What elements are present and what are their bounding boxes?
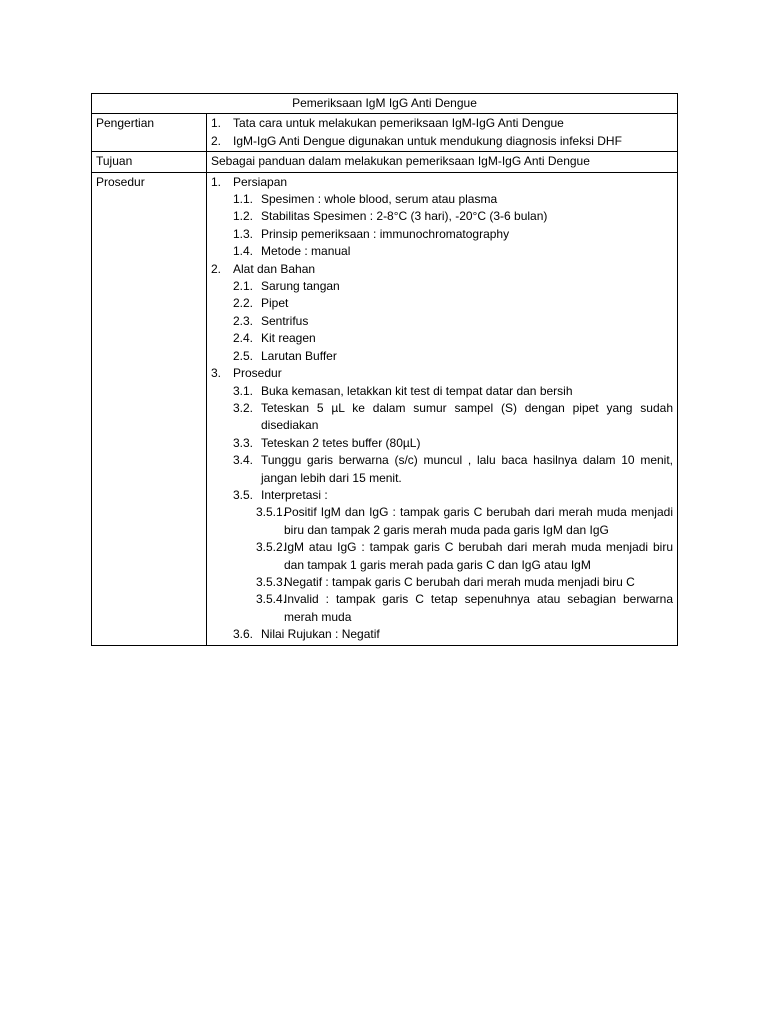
item-number: 2.4. <box>233 331 254 346</box>
section-number: 2. <box>211 261 222 276</box>
list-item <box>211 278 673 295</box>
section-heading <box>211 365 673 382</box>
list-item <box>211 400 673 435</box>
list-item <box>211 348 673 365</box>
sub-list-item <box>211 591 673 626</box>
item-number: 3.3. <box>233 435 254 450</box>
item-text: Invalid : tampak garis C tetap sepenuhnya atau sebagian berwarna merah muda <box>284 592 673 624</box>
item-text: Metode : manual <box>261 244 351 259</box>
prosedur-row <box>92 172 678 645</box>
item-text: Stabilitas Spesimen : 2-8°C (3 hari), -20°C (3-6 bulan) <box>261 209 548 224</box>
item-number: 3.6. <box>233 627 254 642</box>
item-text: Teteskan 5 µL ke dalam sumur sampel (S) dengan pipet yang sudah disediakan <box>261 400 673 433</box>
item-number: 2.2. <box>233 296 254 311</box>
list-item <box>211 295 673 312</box>
section-number: 3. <box>211 366 222 381</box>
list-item <box>211 487 673 504</box>
sub-list-item <box>211 574 673 591</box>
item-number: 3.5.4. <box>256 592 287 607</box>
title-row <box>92 94 678 114</box>
item-text: Interpretasi : <box>261 487 328 502</box>
list-item <box>211 115 673 132</box>
item-number: 3.5.2. <box>256 540 287 555</box>
item-number: 1. <box>211 116 222 131</box>
item-text: IgM-IgG Anti Dengue digunakan untuk mendukung diagnosis infeksi DHF <box>233 133 622 148</box>
item-text: Sentrifus <box>261 313 309 328</box>
tujuan-label: Tujuan <box>92 152 207 172</box>
pengertian-row <box>92 114 678 152</box>
section-title: Alat dan Bahan <box>233 261 316 276</box>
item-text: Tata cara untuk melakukan pemeriksaan IgM-IgG Anti Dengue <box>233 116 564 131</box>
item-text: Positif IgM dan IgG : tampak garis C berubah dari merah muda menjadi biru dan tampak 2 garis merah muda pada garis IgM dan IgG <box>284 505 673 537</box>
list-item <box>211 191 673 208</box>
section-heading <box>211 261 673 278</box>
list-item <box>211 383 673 400</box>
tujuan-row <box>92 152 678 172</box>
procedure-table <box>91 93 678 646</box>
item-number: 3.5. <box>233 487 254 502</box>
item-text: Spesimen : whole blood, serum atau plasma <box>261 192 498 207</box>
item-number: 2.5. <box>233 348 254 363</box>
list-item <box>211 208 673 225</box>
section-number: 1. <box>211 174 222 189</box>
list-item <box>211 435 673 452</box>
section-title: Persiapan <box>233 174 288 189</box>
list-item <box>211 226 673 243</box>
item-number: 1.4. <box>233 244 254 259</box>
item-text: Tunggu garis berwarna (s/c) muncul , lalu baca hasilnya dalam 10 menit, jangan lebih dari 15 menit. <box>261 453 673 485</box>
list-item <box>211 313 673 330</box>
list-item <box>211 133 673 150</box>
prosedur-label: Prosedur <box>92 172 207 645</box>
list-item <box>211 626 673 643</box>
item-text: Teteskan 2 tetes buffer (80µL) <box>261 435 421 450</box>
item-text: Buka kemasan, letakkan kit test di tempat datar dan bersih <box>261 383 573 398</box>
document-title: Pemeriksaan IgM IgG Anti Dengue <box>92 94 678 114</box>
item-text: Negatif : tampak garis C berubah dari merah muda menjadi biru C <box>284 574 635 589</box>
section-title: Prosedur <box>233 366 282 381</box>
item-text: IgM atau IgG : tampak garis C berubah dari merah muda menjadi biru dan tampak 1 garis merah pada garis C dan IgG atau IgM <box>284 540 673 572</box>
item-text: Prinsip pemeriksaan : immunochromatography <box>261 226 510 241</box>
item-text: Pipet <box>261 296 289 311</box>
sub-list-item <box>211 504 673 539</box>
list-item <box>211 243 673 260</box>
item-number: 1.2. <box>233 209 254 224</box>
prosedur-content <box>207 172 678 645</box>
item-text: Larutan Buffer <box>261 348 337 363</box>
item-number: 3.1. <box>233 383 254 398</box>
list-item <box>211 330 673 347</box>
sub-list-item <box>211 539 673 574</box>
item-number: 2.3. <box>233 313 254 328</box>
item-number: 3.2. <box>233 400 254 415</box>
item-number: 3.4. <box>233 453 254 468</box>
item-number: 1.1. <box>233 192 254 207</box>
pengertian-label: Pengertian <box>92 114 207 152</box>
item-number: 3.5.3. <box>256 574 287 589</box>
list-item <box>211 452 673 487</box>
item-text: Kit reagen <box>261 331 316 346</box>
item-number: 1.3. <box>233 226 254 241</box>
item-number: 2. <box>211 133 222 148</box>
item-text: Nilai Rujukan : Negatif <box>261 627 380 642</box>
item-text: Sarung tangan <box>261 279 340 294</box>
pengertian-content <box>207 114 678 152</box>
item-number: 3.5.1. <box>256 505 287 520</box>
tujuan-text: Sebagai panduan dalam melakukan pemeriksaan IgM-IgG Anti Dengue <box>207 152 678 172</box>
section-heading <box>211 174 673 191</box>
item-number: 2.1. <box>233 279 254 294</box>
